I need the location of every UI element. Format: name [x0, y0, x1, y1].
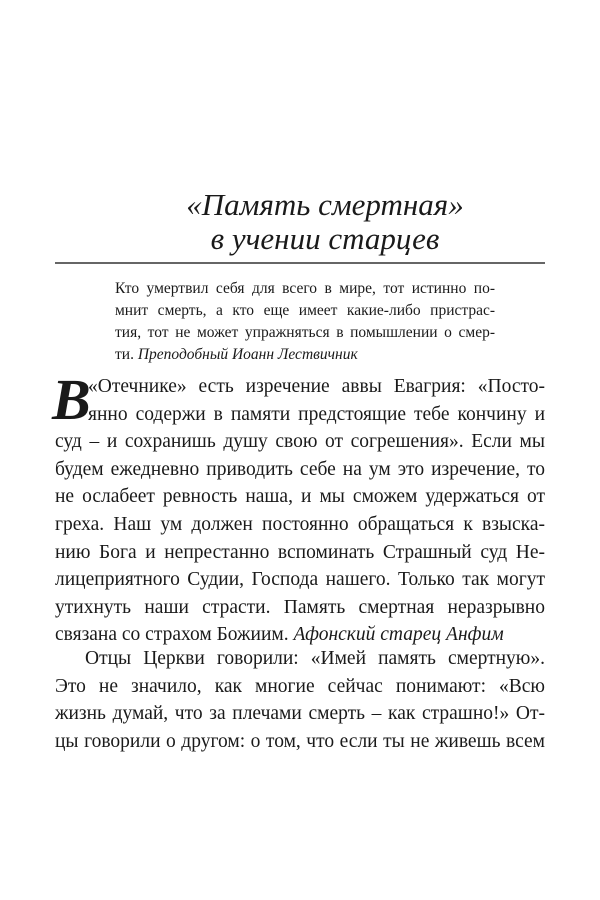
text-line: будем ежедневно приводить себе на ум это изречение, то	[55, 458, 545, 480]
epigraph-line: тия, тот не может упражняться в помышлении о смер-	[115, 324, 495, 341]
title-line-2: в учении старцев	[210, 221, 440, 256]
text-line: «Отечнике» есть изречение аввы Евагрия: «Посто-	[88, 376, 545, 397]
text-line: Отцы Церкви говорили: «Имей память смертную».	[85, 648, 545, 669]
text-line: не ослабеет ревность наша, и мы сможем удержаться от	[55, 486, 545, 508]
epigraph-line: мнит смерть, а кто еще имеет какие-либо пристрас-	[115, 302, 495, 319]
quote-author: Афонский старец Анфим	[293, 624, 504, 646]
epigraph	[115, 278, 495, 366]
title-line-1: «Память смертная»	[186, 187, 464, 222]
text-line: греха. Наш ум должен постоянно обращаться к взыска-	[55, 513, 545, 535]
drop-cap: В	[52, 367, 91, 432]
epigraph-line: Кто умертвил себя для всего в мире, тот истинно по-	[115, 280, 495, 297]
title-divider	[55, 262, 545, 264]
text-line: цы говорили о другом: о том, что если ты не живешь всем	[55, 730, 545, 752]
text-line: нию Бога и непрестанно вспоминать Страшный суд Не-	[55, 541, 545, 563]
text-line: лицеприятного Судии, Господа нашего. Только так могут	[55, 569, 545, 591]
epigraph-line	[115, 344, 495, 366]
text-line: жизнь думай, что за плечами смерть – как страшно!» От-	[55, 703, 545, 725]
chapter-title	[0, 188, 600, 256]
paragraph-2	[55, 645, 545, 755]
text-line: утихнуть наши страсти. Память смертная неразрывно	[55, 596, 545, 618]
paragraph-1	[52, 367, 545, 649]
epigraph-text-end: ти.	[115, 346, 134, 363]
text-end: связана со страхом Божиим.	[55, 624, 289, 646]
epigraph-author: Преподобный Иоанн Лествичник	[137, 346, 358, 363]
text-line: суд – и сохранишь душу свою от согрешения». Если мы	[55, 431, 545, 453]
text-line: Это не значило, как многие сейчас понимают: «Всю	[55, 675, 545, 697]
text-line: янно содержи в памяти предстоящие тебе кончину и	[88, 403, 545, 425]
